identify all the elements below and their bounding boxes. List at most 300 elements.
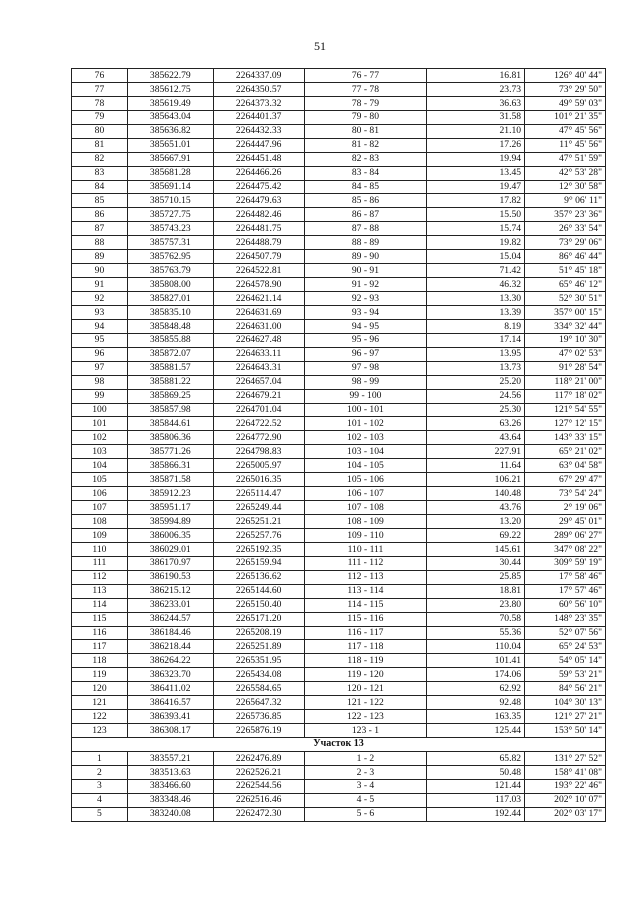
direction-angle-cell: 86° 46' 44" xyxy=(525,250,606,264)
table-row xyxy=(72,668,606,682)
segment-cell: 80 - 81 xyxy=(304,124,427,138)
length-cell: 11.64 xyxy=(427,459,525,473)
length-cell: 140.48 xyxy=(427,487,525,501)
coord-x-cell: 385857.98 xyxy=(127,403,213,417)
length-cell: 13.45 xyxy=(427,166,525,180)
coord-y-cell: 2264631.00 xyxy=(213,319,304,333)
length-cell: 227.91 xyxy=(427,445,525,459)
table-row xyxy=(72,361,606,375)
direction-angle-cell: 202° 03' 17" xyxy=(525,807,606,821)
table-row xyxy=(72,180,606,194)
direction-angle-cell: 309° 59' 19" xyxy=(525,556,606,570)
segment-cell: 83 - 84 xyxy=(304,166,427,180)
length-cell: 15.74 xyxy=(427,222,525,236)
point-number-cell: 79 xyxy=(72,110,128,124)
length-cell: 70.58 xyxy=(427,612,525,626)
point-number-cell: 101 xyxy=(72,417,128,431)
length-cell: 17.14 xyxy=(427,333,525,347)
length-cell: 101.41 xyxy=(427,654,525,668)
length-cell: 13.73 xyxy=(427,361,525,375)
point-number-cell: 77 xyxy=(72,82,128,96)
coord-x-cell: 386218.44 xyxy=(127,640,213,654)
coord-y-cell: 2264798.83 xyxy=(213,445,304,459)
segment-cell: 78 - 79 xyxy=(304,96,427,110)
coord-y-cell: 2264627.48 xyxy=(213,333,304,347)
table-row xyxy=(72,584,606,598)
length-cell: 46.32 xyxy=(427,278,525,292)
table-row xyxy=(72,250,606,264)
direction-angle-cell: 84° 56' 21" xyxy=(525,682,606,696)
table-row xyxy=(72,264,606,278)
direction-angle-cell: 202° 10' 07" xyxy=(525,793,606,807)
table-row xyxy=(72,501,606,515)
point-number-cell: 114 xyxy=(72,598,128,612)
length-cell: 62.92 xyxy=(427,682,525,696)
section-title: Участок 13 xyxy=(72,738,606,752)
length-cell: 19.47 xyxy=(427,180,525,194)
coord-y-cell: 2264401.37 xyxy=(213,110,304,124)
coord-y-cell: 2265171.20 xyxy=(213,612,304,626)
point-number-cell: 107 xyxy=(72,501,128,515)
coord-x-cell: 385622.79 xyxy=(127,69,213,83)
direction-angle-cell: 153° 50' 14" xyxy=(525,724,606,738)
table-row xyxy=(72,751,606,765)
coord-x-cell: 385619.49 xyxy=(127,96,213,110)
segment-cell: 76 - 77 xyxy=(304,69,427,83)
direction-angle-cell: 73° 54' 24" xyxy=(525,487,606,501)
direction-angle-cell: 117° 18' 02" xyxy=(525,389,606,403)
segment-cell: 110 - 111 xyxy=(304,542,427,556)
coord-y-cell: 2264475.42 xyxy=(213,180,304,194)
coord-y-cell: 2264643.31 xyxy=(213,361,304,375)
page-number: 51 xyxy=(314,39,326,53)
coord-x-cell: 385855.88 xyxy=(127,333,213,347)
point-number-cell: 116 xyxy=(72,626,128,640)
length-cell: 17.82 xyxy=(427,194,525,208)
segment-cell: 5 - 6 xyxy=(304,807,427,821)
segment-cell: 85 - 86 xyxy=(304,194,427,208)
coord-y-cell: 2265647.32 xyxy=(213,696,304,710)
table-row xyxy=(72,598,606,612)
segment-cell: 118 - 119 xyxy=(304,654,427,668)
coord-x-cell: 383513.63 xyxy=(127,765,213,779)
coord-x-cell: 386308.17 xyxy=(127,724,213,738)
length-cell: 69.22 xyxy=(427,528,525,542)
segment-cell: 93 - 94 xyxy=(304,305,427,319)
coord-y-cell: 2265114.47 xyxy=(213,487,304,501)
coord-y-cell: 2265005.97 xyxy=(213,459,304,473)
segment-cell: 105 - 106 xyxy=(304,473,427,487)
table-row xyxy=(72,389,606,403)
coord-y-cell: 2265876.19 xyxy=(213,724,304,738)
coord-x-cell: 385636.82 xyxy=(127,124,213,138)
table-row xyxy=(72,124,606,138)
table-row xyxy=(72,459,606,473)
point-number-cell: 109 xyxy=(72,528,128,542)
table-row xyxy=(72,793,606,807)
direction-angle-cell: 357° 23' 36" xyxy=(525,208,606,222)
segment-cell: 96 - 97 xyxy=(304,347,427,361)
direction-angle-cell: 193° 22' 46" xyxy=(525,779,606,793)
segment-cell: 115 - 116 xyxy=(304,612,427,626)
length-cell: 13.39 xyxy=(427,305,525,319)
length-cell: 106.21 xyxy=(427,473,525,487)
coord-x-cell: 386393.41 xyxy=(127,710,213,724)
point-number-cell: 92 xyxy=(72,292,128,306)
segment-cell: 81 - 82 xyxy=(304,138,427,152)
coord-y-cell: 2264772.90 xyxy=(213,431,304,445)
coord-x-cell: 386323.70 xyxy=(127,668,213,682)
point-number-cell: 111 xyxy=(72,556,128,570)
coord-x-cell: 385763.79 xyxy=(127,264,213,278)
length-cell: 13.20 xyxy=(427,515,525,529)
direction-angle-cell: 47° 02' 53" xyxy=(525,347,606,361)
point-number-cell: 86 xyxy=(72,208,128,222)
coord-y-cell: 2265208.19 xyxy=(213,626,304,640)
length-cell: 36.63 xyxy=(427,96,525,110)
segment-cell: 98 - 99 xyxy=(304,375,427,389)
coord-x-cell: 385871.58 xyxy=(127,473,213,487)
length-cell: 25.85 xyxy=(427,570,525,584)
point-number-cell: 118 xyxy=(72,654,128,668)
segment-cell: 77 - 78 xyxy=(304,82,427,96)
length-cell: 13.30 xyxy=(427,292,525,306)
length-cell: 71.42 xyxy=(427,264,525,278)
table-row xyxy=(72,431,606,445)
table-row xyxy=(72,305,606,319)
table-row xyxy=(72,710,606,724)
direction-angle-cell: 67° 29' 47" xyxy=(525,473,606,487)
point-number-cell: 91 xyxy=(72,278,128,292)
direction-angle-cell: 11° 45' 56" xyxy=(525,138,606,152)
table-row xyxy=(72,82,606,96)
point-number-cell: 94 xyxy=(72,319,128,333)
table-row xyxy=(72,612,606,626)
table-row xyxy=(72,166,606,180)
direction-angle-cell: 101° 21' 35" xyxy=(525,110,606,124)
coord-x-cell: 385651.01 xyxy=(127,138,213,152)
direction-angle-cell: 2° 19' 06" xyxy=(525,501,606,515)
direction-angle-cell: 42° 53' 28" xyxy=(525,166,606,180)
table-row xyxy=(72,570,606,584)
point-number-cell: 76 xyxy=(72,69,128,83)
table-row xyxy=(72,473,606,487)
direction-angle-cell: 158° 41' 08" xyxy=(525,765,606,779)
coord-x-cell: 386184.46 xyxy=(127,626,213,640)
length-cell: 13.95 xyxy=(427,347,525,361)
point-number-cell: 89 xyxy=(72,250,128,264)
point-number-cell: 87 xyxy=(72,222,128,236)
segment-cell: 123 - 1 xyxy=(304,724,427,738)
segment-cell: 2 - 3 xyxy=(304,765,427,779)
direction-angle-cell: 127° 12' 15" xyxy=(525,417,606,431)
coord-y-cell: 2264621.14 xyxy=(213,292,304,306)
direction-angle-cell: 47° 45' 56" xyxy=(525,124,606,138)
segment-cell: 113 - 114 xyxy=(304,584,427,598)
point-number-cell: 78 xyxy=(72,96,128,110)
coord-y-cell: 2265249.44 xyxy=(213,501,304,515)
table-row xyxy=(72,110,606,124)
segment-cell: 90 - 91 xyxy=(304,264,427,278)
coord-x-cell: 385869.25 xyxy=(127,389,213,403)
table-row xyxy=(72,542,606,556)
length-cell: 163.35 xyxy=(427,710,525,724)
point-number-cell: 3 xyxy=(72,779,128,793)
segment-cell: 100 - 101 xyxy=(304,403,427,417)
direction-angle-cell: 347° 08' 22" xyxy=(525,542,606,556)
coord-y-cell: 2265251.21 xyxy=(213,515,304,529)
point-number-cell: 84 xyxy=(72,180,128,194)
table-row xyxy=(72,765,606,779)
point-number-cell: 108 xyxy=(72,515,128,529)
length-cell: 18.81 xyxy=(427,584,525,598)
direction-angle-cell: 65° 46' 12" xyxy=(525,278,606,292)
length-cell: 19.94 xyxy=(427,152,525,166)
coord-y-cell: 2264522.81 xyxy=(213,264,304,278)
coord-y-cell: 2264482.46 xyxy=(213,208,304,222)
coord-x-cell: 385827.01 xyxy=(127,292,213,306)
coord-x-cell: 385881.57 xyxy=(127,361,213,375)
coord-x-cell: 386244.57 xyxy=(127,612,213,626)
point-number-cell: 95 xyxy=(72,333,128,347)
coord-y-cell: 2265144.60 xyxy=(213,584,304,598)
segment-cell: 104 - 105 xyxy=(304,459,427,473)
coord-y-cell: 2264633.11 xyxy=(213,347,304,361)
length-cell: 17.26 xyxy=(427,138,525,152)
coord-y-cell: 2264337.09 xyxy=(213,69,304,83)
length-cell: 121.44 xyxy=(427,779,525,793)
table-row xyxy=(72,807,606,821)
point-number-cell: 90 xyxy=(72,264,128,278)
point-number-cell: 5 xyxy=(72,807,128,821)
direction-angle-cell: 63° 04' 58" xyxy=(525,459,606,473)
coord-y-cell: 2264479.63 xyxy=(213,194,304,208)
coord-x-cell: 385743.23 xyxy=(127,222,213,236)
length-cell: 125.44 xyxy=(427,724,525,738)
direction-angle-cell: 143° 33' 15" xyxy=(525,431,606,445)
table-row xyxy=(72,515,606,529)
direction-angle-cell: 60° 56' 10" xyxy=(525,598,606,612)
direction-angle-cell: 52° 30' 51" xyxy=(525,292,606,306)
coord-y-cell: 2264451.48 xyxy=(213,152,304,166)
direction-angle-cell: 334° 32' 44" xyxy=(525,319,606,333)
point-number-cell: 102 xyxy=(72,431,128,445)
coord-x-cell: 385881.22 xyxy=(127,375,213,389)
coord-y-cell: 2264488.79 xyxy=(213,236,304,250)
direction-angle-cell: 29° 45' 01" xyxy=(525,515,606,529)
point-number-cell: 4 xyxy=(72,793,128,807)
coord-x-cell: 385727.75 xyxy=(127,208,213,222)
coord-x-cell: 383466.60 xyxy=(127,779,213,793)
point-number-cell: 98 xyxy=(72,375,128,389)
direction-angle-cell: 19° 10' 30" xyxy=(525,333,606,347)
table-row xyxy=(72,640,606,654)
point-number-cell: 88 xyxy=(72,236,128,250)
segment-cell: 82 - 83 xyxy=(304,152,427,166)
point-number-cell: 105 xyxy=(72,473,128,487)
coord-x-cell: 385710.15 xyxy=(127,194,213,208)
direction-angle-cell: 26° 33' 54" xyxy=(525,222,606,236)
length-cell: 19.82 xyxy=(427,236,525,250)
table-row xyxy=(72,779,606,793)
length-cell: 92.48 xyxy=(427,696,525,710)
coordinates-table-body xyxy=(72,69,606,822)
table-row xyxy=(72,403,606,417)
segment-cell: 121 - 122 xyxy=(304,696,427,710)
coord-y-cell: 2265150.40 xyxy=(213,598,304,612)
coord-x-cell: 385681.28 xyxy=(127,166,213,180)
coord-y-cell: 2264507.79 xyxy=(213,250,304,264)
table-row xyxy=(72,96,606,110)
length-cell: 21.10 xyxy=(427,124,525,138)
direction-angle-cell: 357° 00' 15" xyxy=(525,305,606,319)
coord-x-cell: 385757.31 xyxy=(127,236,213,250)
point-number-cell: 82 xyxy=(72,152,128,166)
direction-angle-cell: 91° 28' 54" xyxy=(525,361,606,375)
coordinates-table xyxy=(71,68,606,822)
table-row xyxy=(72,236,606,250)
segment-cell: 79 - 80 xyxy=(304,110,427,124)
coord-y-cell: 2262544.56 xyxy=(213,779,304,793)
segment-cell: 84 - 85 xyxy=(304,180,427,194)
coord-y-cell: 2264447.96 xyxy=(213,138,304,152)
coord-y-cell: 2264722.52 xyxy=(213,417,304,431)
table-row xyxy=(72,69,606,83)
direction-angle-cell: 148° 23' 35" xyxy=(525,612,606,626)
point-number-cell: 85 xyxy=(72,194,128,208)
table-row xyxy=(72,556,606,570)
coord-y-cell: 2265351.95 xyxy=(213,654,304,668)
point-number-cell: 117 xyxy=(72,640,128,654)
length-cell: 50.48 xyxy=(427,765,525,779)
segment-cell: 107 - 108 xyxy=(304,501,427,515)
coord-y-cell: 2262526.21 xyxy=(213,765,304,779)
length-cell: 16.81 xyxy=(427,69,525,83)
coord-x-cell: 385771.26 xyxy=(127,445,213,459)
coord-y-cell: 2264466.26 xyxy=(213,166,304,180)
segment-cell: 3 - 4 xyxy=(304,779,427,793)
coord-y-cell: 2264432.33 xyxy=(213,124,304,138)
length-cell: 25.30 xyxy=(427,403,525,417)
segment-cell: 97 - 98 xyxy=(304,361,427,375)
coord-x-cell: 385866.31 xyxy=(127,459,213,473)
direction-angle-cell: 126° 40' 44" xyxy=(525,69,606,83)
coord-y-cell: 2264350.57 xyxy=(213,82,304,96)
coord-x-cell: 385806.36 xyxy=(127,431,213,445)
coord-y-cell: 2262472.30 xyxy=(213,807,304,821)
table-row xyxy=(72,194,606,208)
coord-x-cell: 386264.22 xyxy=(127,654,213,668)
point-number-cell: 103 xyxy=(72,445,128,459)
coord-x-cell: 383557.21 xyxy=(127,751,213,765)
coord-x-cell: 386215.12 xyxy=(127,584,213,598)
coord-x-cell: 385691.14 xyxy=(127,180,213,194)
direction-angle-cell: 121° 27' 21" xyxy=(525,710,606,724)
segment-cell: 87 - 88 xyxy=(304,222,427,236)
point-number-cell: 112 xyxy=(72,570,128,584)
direction-angle-cell: 17° 57' 46" xyxy=(525,584,606,598)
segment-cell: 122 - 123 xyxy=(304,710,427,724)
table-row xyxy=(72,626,606,640)
point-number-cell: 2 xyxy=(72,765,128,779)
coord-y-cell: 2265192.35 xyxy=(213,542,304,556)
point-number-cell: 100 xyxy=(72,403,128,417)
segment-cell: 101 - 102 xyxy=(304,417,427,431)
coord-x-cell: 386416.57 xyxy=(127,696,213,710)
point-number-cell: 104 xyxy=(72,459,128,473)
point-number-cell: 80 xyxy=(72,124,128,138)
point-number-cell: 122 xyxy=(72,710,128,724)
direction-angle-cell: 118° 21' 00" xyxy=(525,375,606,389)
segment-cell: 116 - 117 xyxy=(304,626,427,640)
direction-angle-cell: 121° 54' 55" xyxy=(525,403,606,417)
coord-y-cell: 2265584.65 xyxy=(213,682,304,696)
length-cell: 43.64 xyxy=(427,431,525,445)
point-number-cell: 110 xyxy=(72,542,128,556)
coord-x-cell: 383348.46 xyxy=(127,793,213,807)
length-cell: 117.03 xyxy=(427,793,525,807)
coord-x-cell: 385994.89 xyxy=(127,515,213,529)
point-number-cell: 81 xyxy=(72,138,128,152)
length-cell: 8.19 xyxy=(427,319,525,333)
direction-angle-cell: 65° 21' 02" xyxy=(525,445,606,459)
direction-angle-cell: 51° 45' 18" xyxy=(525,264,606,278)
direction-angle-cell: 17° 58' 46" xyxy=(525,570,606,584)
table-row xyxy=(72,417,606,431)
length-cell: 192.44 xyxy=(427,807,525,821)
table-row xyxy=(72,333,606,347)
table-row xyxy=(72,278,606,292)
table-row xyxy=(72,138,606,152)
coord-y-cell: 2265257.76 xyxy=(213,528,304,542)
segment-cell: 120 - 121 xyxy=(304,682,427,696)
coord-y-cell: 2265736.85 xyxy=(213,710,304,724)
length-cell: 65.82 xyxy=(427,751,525,765)
table-row xyxy=(72,654,606,668)
table-row xyxy=(72,696,606,710)
table-row xyxy=(72,347,606,361)
coord-x-cell: 385844.61 xyxy=(127,417,213,431)
coord-y-cell: 2265434.08 xyxy=(213,668,304,682)
coord-x-cell: 385835.10 xyxy=(127,305,213,319)
coord-y-cell: 2265136.62 xyxy=(213,570,304,584)
coord-x-cell: 383240.08 xyxy=(127,807,213,821)
table-row xyxy=(72,152,606,166)
segment-cell: 94 - 95 xyxy=(304,319,427,333)
coord-x-cell: 386233.01 xyxy=(127,598,213,612)
coord-y-cell: 2264481.75 xyxy=(213,222,304,236)
point-number-cell: 106 xyxy=(72,487,128,501)
segment-cell: 89 - 90 xyxy=(304,250,427,264)
length-cell: 63.26 xyxy=(427,417,525,431)
coord-x-cell: 385762.95 xyxy=(127,250,213,264)
table-row xyxy=(72,222,606,236)
segment-cell: 119 - 120 xyxy=(304,668,427,682)
point-number-cell: 113 xyxy=(72,584,128,598)
coord-y-cell: 2264631.69 xyxy=(213,305,304,319)
coord-x-cell: 386411.02 xyxy=(127,682,213,696)
segment-cell: 4 - 5 xyxy=(304,793,427,807)
direction-angle-cell: 73° 29' 06" xyxy=(525,236,606,250)
direction-angle-cell: 59° 53' 21" xyxy=(525,668,606,682)
length-cell: 43.76 xyxy=(427,501,525,515)
direction-angle-cell: 65° 24' 53" xyxy=(525,640,606,654)
length-cell: 15.50 xyxy=(427,208,525,222)
direction-angle-cell: 54° 05' 14" xyxy=(525,654,606,668)
direction-angle-cell: 104° 30' 13" xyxy=(525,696,606,710)
length-cell: 15.04 xyxy=(427,250,525,264)
coord-y-cell: 2264578.90 xyxy=(213,278,304,292)
